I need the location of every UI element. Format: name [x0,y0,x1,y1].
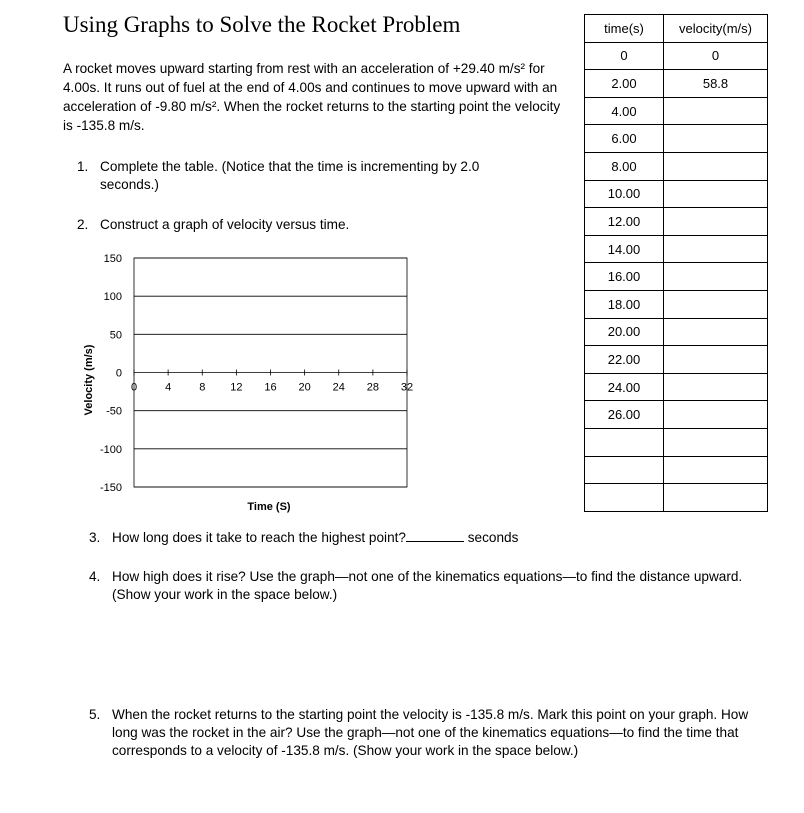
question-text: Complete the table. (Notice that the time is incrementing by 2.0 seconds.) [100,159,480,192]
time-cell: 12.00 [585,208,664,236]
time-cell: 14.00 [585,235,664,263]
table-row [585,70,768,98]
time-cell: 0 [585,42,664,70]
table-header-cell: velocity(m/s) [664,15,768,43]
velocity-cell[interactable] [664,428,768,456]
table-row [585,152,768,180]
page-title: Using Graphs to Solve the Rocket Problem [63,12,461,37]
answer-blank[interactable] [406,529,464,542]
x-tick-label: 16 [264,381,277,394]
x-axis-label: Time (S) [247,501,291,513]
question-number: 4. [89,569,101,584]
time-cell: 10.00 [585,180,664,208]
table-row [585,180,768,208]
time-cell: 26.00 [585,401,664,429]
x-tick-label: 20 [298,381,311,394]
table-row [585,125,768,153]
question-number: 5. [89,707,101,722]
velocity-cell[interactable] [664,484,768,512]
table-row [585,263,768,291]
velocity-cell: 0 [664,42,768,70]
time-cell: 8.00 [585,152,664,180]
velocity-cell[interactable] [664,125,768,153]
y-tick-label: -150 [99,482,122,494]
problem-statement: A rocket moves upward starting from rest with an acceleration of +29.40 m/s² for 4.00s. It runs out of fuel at the end of 4.00s and continues to move upward with an acceleration of -9.80 m/s². When the rocket returns to the starting point the velocity is -135.8 m/s. [63,61,561,133]
table-row [585,318,768,346]
velocity-cell[interactable] [664,235,768,263]
y-tick-label: -50 [106,405,122,418]
time-velocity-table [584,14,768,512]
x-tick-labels [131,382,413,394]
y-tick-label: 0 [115,367,122,380]
question-text: Construct a graph of velocity versus time. [100,217,350,232]
time-cell: 2.00 [585,70,664,98]
table-header-cell: time(s) [585,15,664,43]
time-cell: 20.00 [585,318,664,346]
time-cell[interactable] [585,428,664,456]
question-number: 3. [89,530,101,545]
time-cell: 4.00 [585,97,664,125]
table-row [585,428,768,456]
chart-gridlines [134,258,407,487]
time-cell: 16.00 [585,263,664,291]
velocity-cell[interactable] [664,290,768,318]
y-tick-label: 100 [103,291,122,304]
x-tick-label: 28 [366,381,379,394]
velocity-cell[interactable] [664,263,768,291]
velocity-cell[interactable] [664,373,768,401]
x-tick-label: 8 [199,381,206,394]
table-row [585,484,768,512]
x-tick-label: 4 [165,381,172,394]
x-tick-label: 0 [130,381,138,394]
unit-label: seconds [467,530,519,545]
velocity-cell[interactable] [664,318,768,346]
y-tick-label: -100 [99,443,122,456]
table-row [585,401,768,429]
question-text: How high does it rise? Use the graph—not one of the kinematics equations—to find the distance upward. (Show your work in the space below.) [112,569,743,602]
question-text: How long does it take to reach the highest point? [112,530,406,545]
table-row [585,97,768,125]
question-number: 2. [77,217,89,232]
x-tick-label: 12 [230,381,243,394]
time-cell[interactable] [585,456,664,484]
velocity-cell[interactable] [664,180,768,208]
table-header-row [585,15,768,43]
y-tick-label: 150 [103,253,122,265]
y-tick-label: 50 [109,329,122,342]
x-tick-label: 32 [400,381,414,394]
x-tick-label: 24 [332,381,345,394]
table-row [585,42,768,70]
y-axis-label: Velocity (m/s) [83,344,95,416]
table-row [585,290,768,318]
table-row [585,235,768,263]
table-row [585,208,768,236]
velocity-time-chart [60,245,430,520]
velocity-cell[interactable] [664,208,768,236]
table-row [585,346,768,374]
table-row [585,456,768,484]
question-text: When the rocket returns to the starting point the velocity is -135.8 m/s. Mark this point on your graph. How long was the rocket in the air? Use the graph—not one of the kinematics equations—to find the time that corresponds to a velocity of -135.8 m/s. (Show your work in the space below.) [112,707,749,758]
velocity-cell[interactable] [664,456,768,484]
time-cell[interactable] [585,484,664,512]
table-row [585,373,768,401]
velocity-cell[interactable] [664,152,768,180]
y-tick-labels [100,253,122,494]
velocity-cell[interactable] [664,346,768,374]
velocity-cell[interactable] [664,97,768,125]
velocity-cell: 58.8 [664,70,768,98]
time-cell: 18.00 [585,290,664,318]
time-cell: 24.00 [585,373,664,401]
question-number: 1. [77,159,89,174]
velocity-cell[interactable] [664,401,768,429]
time-cell: 6.00 [585,125,664,153]
time-cell: 22.00 [585,346,664,374]
